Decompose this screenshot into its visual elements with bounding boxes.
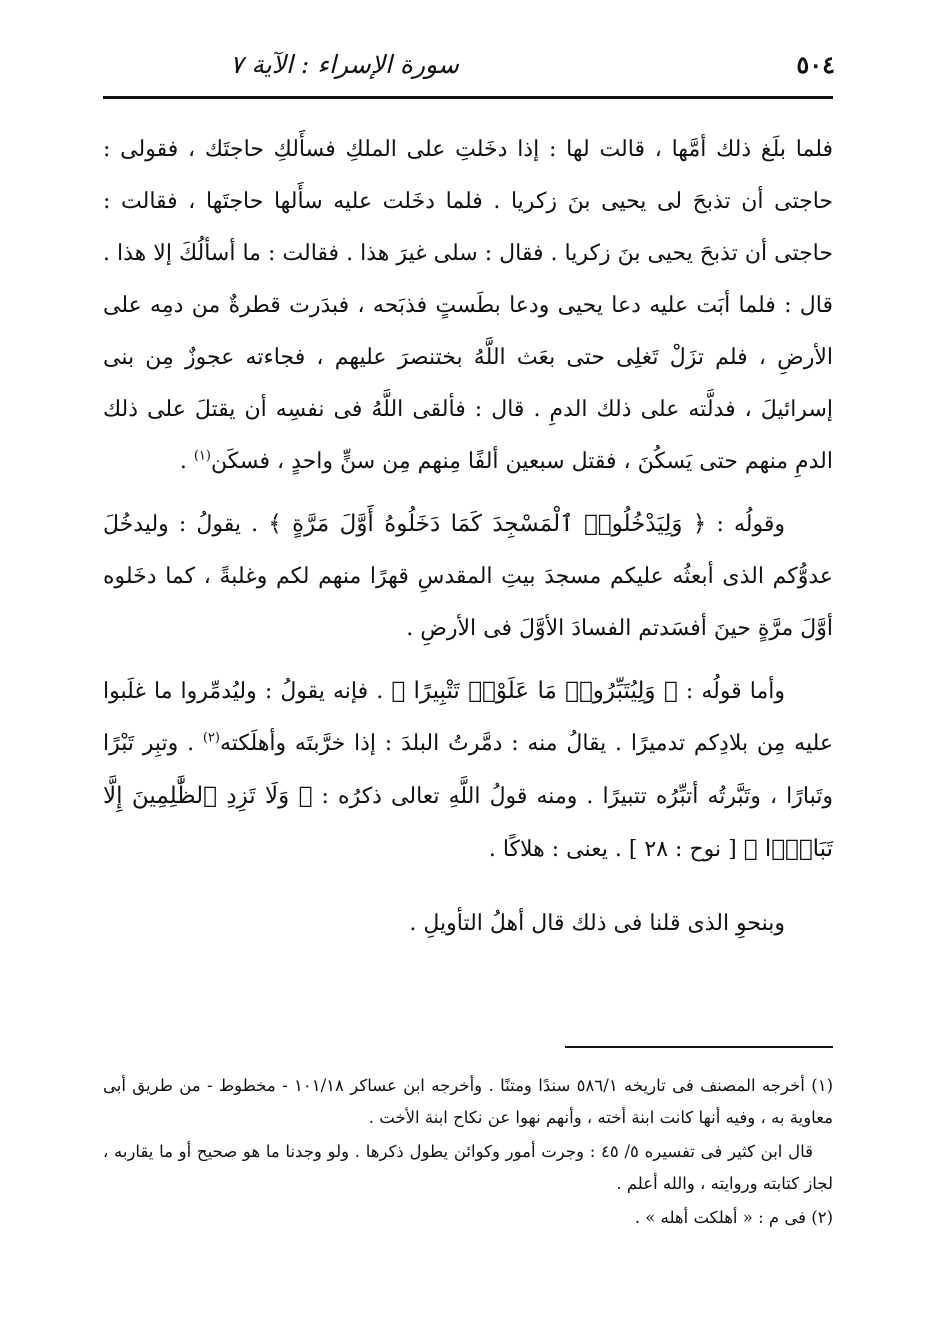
paragraph-text-continued: . وتبِر تَبْرًا وتَبارًا ، وتَبَّرتُه أتبِّرُه تتبيرًا . ومنه قولُ اللَّهِ تعالى ذكرُه : (103, 731, 833, 809)
running-title: سورة الإسراء : الآية ٧ (230, 49, 459, 79)
footnote-2: (٢) فى م : « أهلكت أهله » . (634, 1208, 833, 1227)
footnote-1: (١) أخرجه المصنف فى تاريخه ٥٨٦/١ سندًا ومتنًا . وأخرجه ابن عساكر ١٠١/١٨ - مخطوط - من طريق أبى معاوية به ، وفيه أنها كانت ابنة أخته ، وأنهم نهوا عن نكاح ابنة الأخت . (103, 1076, 833, 1127)
page-header (100, 36, 835, 92)
footnote-divider (565, 1046, 833, 1048)
quran-verse: ﴿ وَلَا تَزِدِ ٱلظَّٰلِمِينَ إِلَّا تَبَارًۢا ﴾ (103, 783, 833, 862)
page-number: ٥٠٤ (796, 49, 835, 79)
quran-verse: ﴿ وَلِيَدْخُلُوا۟ ٱلْمَسْجِدَ كَمَا دَخَلُوهُ أَوَّلَ مَرَّةٍ ﴾ (268, 511, 707, 537)
paragraph-text: فلما بلَغ ذلك أمَّها ، قالت لها : إذا دخَلتِ على الملكِ فسأَلكِ حاجتَك ، فقولى : حاجتى أن تذبحَ لى يحيى بنَ زكريا . فلما دخَلت عليه سأَلها حاجتَها ، فقالت : حاجتى أن تذبحَ يحيى بنَ زكريا . فقال : سلى غيرَ هذا . فقالت : ما أسألُكَ إلا هذا . قال : فلما أبَت عليه دعا يحيى ودعا بطَستٍ فذبَحه ، فبدَرت قطرةٌ من دمِه على الأرضِ ، فلم تزَلْ تَغلِى حتى بعَث اللَّهُ بختنصرَ عليهم ، فجاءته عجوزٌ مِن بنى إسرائيلَ ، فدلَّته على ذلك الدمِ . قال : فألقى اللَّهُ فى نفسِه أن يقتلَ على ذلك الدمِ منهم حتى يَسكُنَ ، فقتل سبعين ألفًا مِنهم مِن سنٍّ واحدٍ ، فسكَن (103, 137, 833, 474)
paragraph-intro: وقولُه : (706, 512, 785, 537)
footnote-1-continued: قال ابن كثير فى تفسيره ٥/ ٤٥ : وجرت أمور وكوائن يطول ذكرها . ولو وجدنا ما هو صحيح أو ما يقاربه ، لجاز كتابته وروايته ، والله أعلم . (103, 1142, 833, 1193)
paragraph-3 (103, 665, 833, 876)
paragraph-text-end: . يعنى : هلاكًا . (488, 837, 629, 862)
main-text (103, 124, 833, 960)
paragraph-2 (103, 498, 833, 655)
paragraph-text: وبنحوِ الذى قلنا فى ذلك قال أهلُ التأويلِ . (409, 911, 785, 936)
paragraph-end: . (179, 449, 194, 474)
header-divider (103, 96, 833, 99)
quran-verse: ﴿ وَلِيُتَبِّرُوا۟ مَا عَلَوْا۟ تَتْبِيرًا ﴾ (391, 678, 678, 704)
footnote-marker-1: (١) (193, 448, 211, 464)
paragraph-text: . يقولُ : وليدخُلَ عدوُّكم الذى أبعثُه عليكم مسجدَ بيتِ المقدسِ قهرًا منهم لكم وغلبةً ، كما دخَلوه أوَّلَ مرَّةٍ حينَ أفسَدتم الفسادَ الأوَّلَ فى الأرضِ . (103, 512, 833, 641)
paragraph-1 (103, 124, 833, 488)
paragraph-text: . فإنه يقولُ : وليُدمِّروا ما غلَبوا عليه مِن بلادِكم تدميرًا . يقالُ منه : دمَّرتُ البلدَ : إذا خرَّبتَه وأهلَكته (103, 679, 833, 756)
paragraph-4 (103, 898, 833, 950)
paragraph-intro: وأما قولُه : (677, 679, 786, 704)
verse-reference: [ نوح : ٢٨ ] (628, 837, 744, 862)
footnotes (103, 1070, 833, 1236)
footnote-marker-2: (٢) (202, 730, 220, 746)
